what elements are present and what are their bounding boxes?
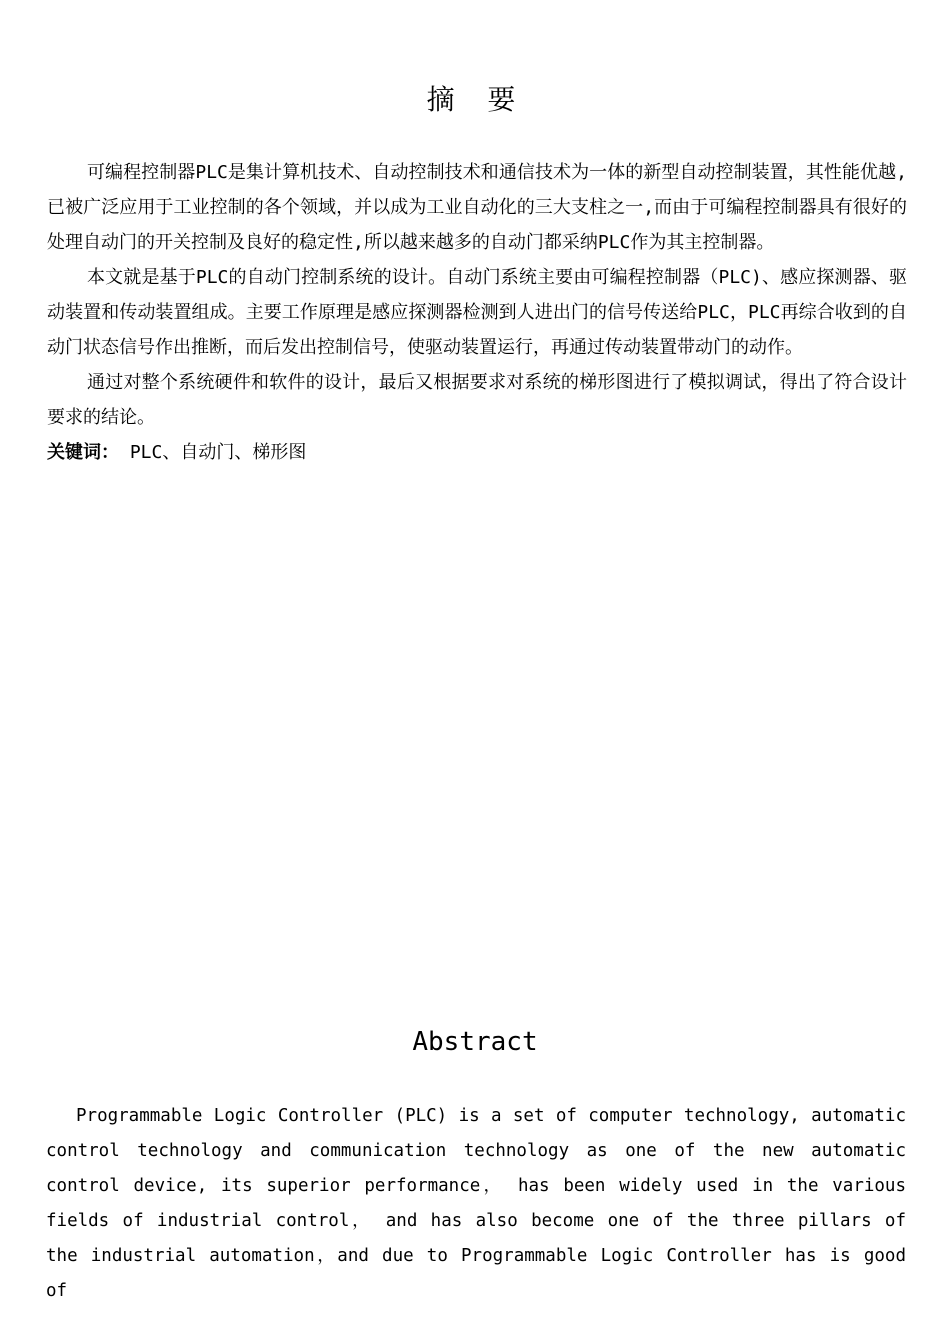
keywords-line [47, 435, 907, 470]
chinese-abstract-paragraph-1: 可编程控制器PLC是集计算机技术、自动控制技术和通信技术为一体的新型自动控制装置，其性能优越,已被广泛应用于工业控制的各个领域，并以成为工业自动化的三大支柱之一,而由于可编程控制器具有很好的处理自动门的开关控制及良好的稳定性,所以越来越多的自动门都采纳PLC作为其主控制器。 [47, 162, 907, 253]
keywords-value: PLC、自动门、梯形图 [119, 442, 307, 463]
english-abstract-paragraph: Programmable Logic Controller (PLC) is a set of computer technology, automatic control technology and communication technology as one of the new automatic control device, its superior performance， has been widely used in the various fields of industrial control， and has also become one of the three pillars of the industrial automation，and due to Programmable Logic Controller has is good of [46, 1106, 906, 1301]
english-abstract-title: Abstract [412, 1027, 538, 1057]
chinese-abstract-body [47, 155, 907, 470]
chinese-abstract-paragraph-2: 本文就是基于PLC的自动门控制系统的设计。自动门系统主要由可编程控制器（PLC)、感应探测器、驱动装置和传动装置组成。主要工作原理是感应探测器检测到人进出门的信号传送给PLC，PLC再综合收到的自动门状态信号作出推断，而后发出控制信号，使驱动装置运行，再通过传动装置带动门的动作。 [47, 267, 907, 358]
keywords-label: 关键词： [47, 442, 119, 463]
chinese-abstract-title: 摘 要 [426, 83, 524, 116]
english-abstract-body [46, 1099, 906, 1309]
chinese-abstract-paragraph-3: 通过对整个系统硬件和软件的设计，最后又根据要求对系统的梯形图进行了模拟调试，得出了符合设计要求的结论。 [47, 372, 907, 428]
